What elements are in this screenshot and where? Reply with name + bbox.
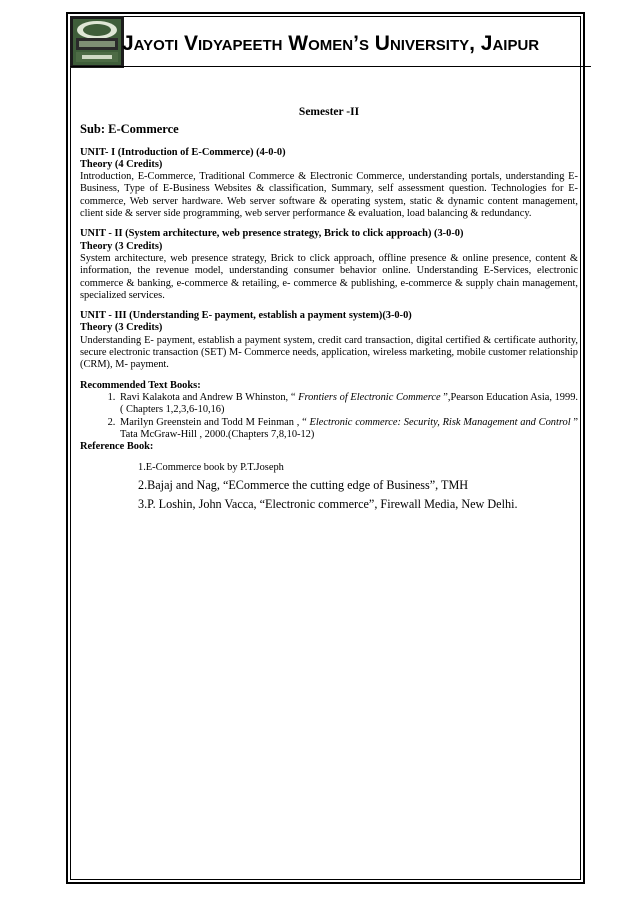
unit-2	[80, 228, 578, 302]
reference-item: 1.E-Commerce book by P.T.Joseph	[138, 462, 284, 474]
header-divider	[70, 66, 591, 67]
unit-credits: Theory (4 Credits)	[80, 158, 163, 170]
unit-credits: Theory (3 Credits)	[80, 240, 163, 252]
unit-description: Understanding E- payment, establish a payment system, credit card transaction, digital certified & certificate authority, secure electronic transaction (SET) M- Commerce needs, application, wireless marketing, mobile customer relationship (CRM), M- payment.	[80, 334, 578, 371]
subject-heading: Sub: E-Commerce	[80, 122, 179, 137]
text-book-item: 1. Ravi Kalakota and Andrew B Whinston, “ Frontiers of Electronic Commerce ”,Pearson Education Asia, 1999.( Chapters 1,2,3,6-10,16)	[118, 392, 578, 417]
text-book-item: 2. Marilyn Greenstein and Todd M Feinman , “ Electronic commerce: Security, Risk Management and Control ” Tata McGraw-Hill , 2000.(Chapters 7,8,10-12)	[118, 417, 578, 442]
unit-description: System architecture, web presence strategy, Brick to click approach, offline presence & online presence, content & information, the revenue model, understanding consumer behavior online. Understanding E-Services, electronic commerce & banking, e-commerce & retailing, e- commerce & publishing, e-commerce & supply chain management, specialized services.	[80, 252, 578, 301]
unit-1	[80, 147, 578, 221]
reference-books-list	[138, 462, 578, 511]
unit-description: Introduction, E-Commerce, Traditional Commerce & Electronic Commerce, understanding portals, understanding E- Business, Type of E-Business Websites & classification, Summary, self assessment question. Technologies for E-commerce, Web server hardware. Web server software & operating system, static & dynamic content management, client side & server side programming, web server performance & evaluation, load balancing & redundancy.	[80, 171, 578, 220]
text-books-list	[80, 392, 578, 441]
unit-title: UNIT- I (Introduction of E-Commerce) (4-0-0)	[80, 146, 286, 158]
reference-item: 3.P. Loshin, John Vacca, “Electronic commerce”, Firewall Media, New Delhi.	[138, 496, 518, 511]
page-header	[70, 16, 581, 84]
reference-books-heading: Reference Book:	[80, 441, 154, 453]
syllabus-content	[80, 106, 578, 516]
unit-credits: Theory (3 Credits)	[80, 322, 163, 334]
unit-title: UNIT - III (Understanding E- payment, establish a payment system)(3-0-0)	[80, 310, 412, 322]
reference-item: 2.Bajaj and Nag, “ECommerce the cutting edge of Business”, TMH	[138, 477, 469, 492]
semester-heading: Semester -II	[298, 106, 360, 118]
unit-3	[80, 310, 578, 371]
text-books-heading: Recommended Text Books:	[80, 379, 201, 391]
university-emblem-icon	[70, 16, 124, 68]
unit-title: UNIT - II (System architecture, web presence strategy, Brick to click approach) (3-0-0)	[80, 228, 464, 240]
university-title: Jayoti Vidyapeeth Women’s University, Jaipur	[122, 32, 540, 55]
